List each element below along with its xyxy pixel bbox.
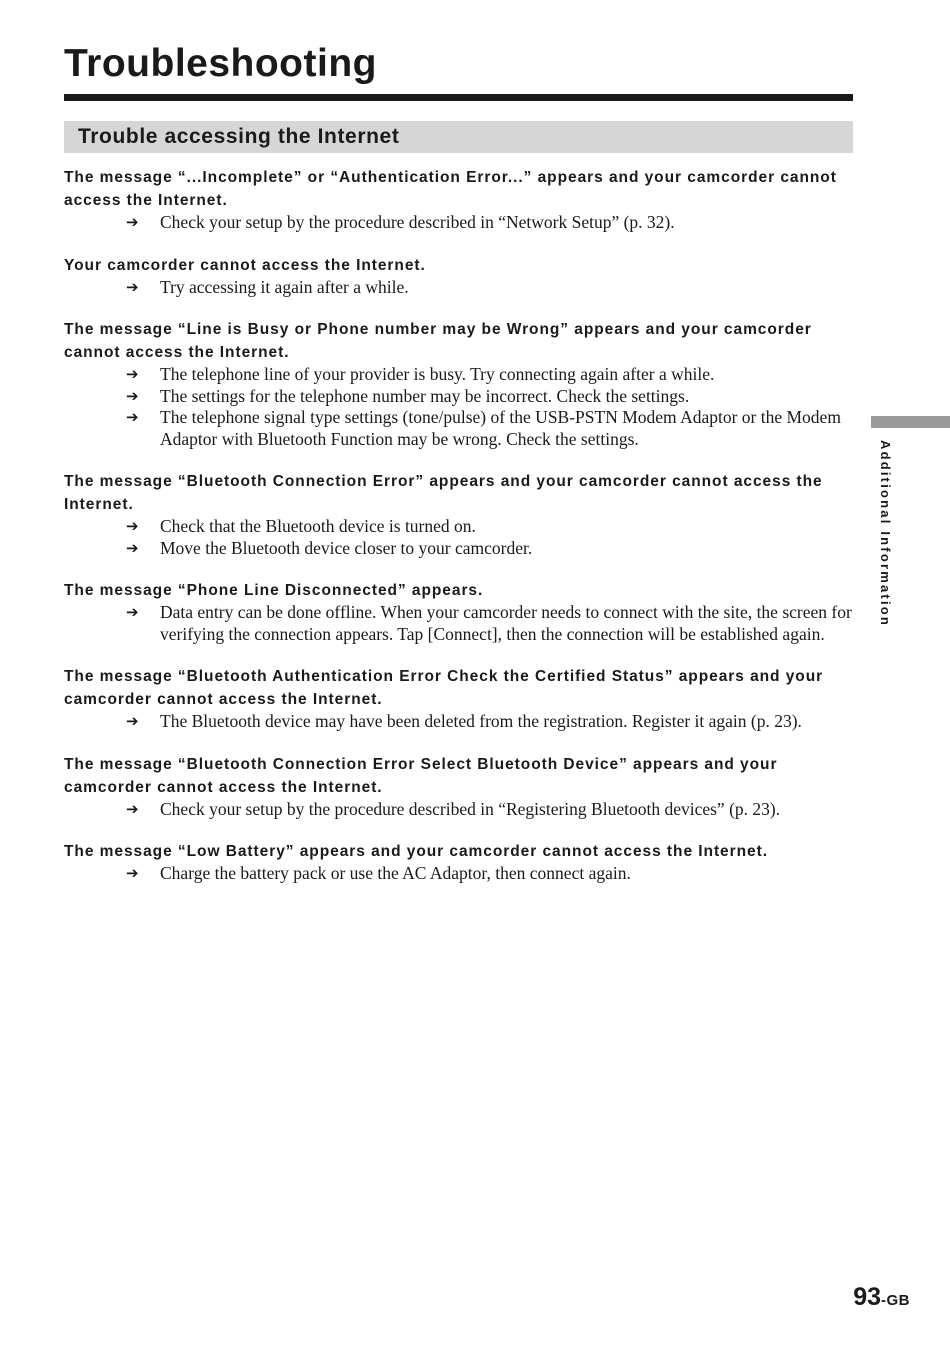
remedy-text: Check that the Bluetooth device is turned on. [160, 516, 476, 536]
remedy-item [64, 538, 853, 560]
arrow-right-icon: ➔ [126, 603, 139, 621]
remedy-item [64, 711, 853, 733]
problem-block [64, 753, 853, 821]
remedy-item [64, 277, 853, 299]
section-header-bar [64, 121, 853, 153]
problem-block [64, 254, 853, 299]
arrow-right-icon: ➔ [126, 538, 139, 557]
problem-heading: The message “Bluetooth Connection Error” appears and your camcorder cannot access the Internet. [64, 473, 823, 513]
remedy-text: Move the Bluetooth device closer to your camcorder. [160, 537, 533, 558]
remedy-item [64, 407, 853, 450]
problem-heading: The message “Bluetooth Authentication Error Check the Certified Status” appears and your camcorder cannot access the Internet. [64, 668, 824, 708]
problem-heading: Your camcorder cannot access the Internet. [64, 256, 426, 274]
side-tab-label: Additional Information [878, 440, 893, 628]
remedy-text: The telephone line of your provider is busy. Try connecting again after a while. [160, 364, 715, 384]
remedy-item [64, 799, 853, 821]
problem-block [64, 665, 853, 733]
remedy-text: The settings for the telephone number may be incorrect. Check the settings. [160, 385, 690, 406]
remedy-item [64, 364, 853, 386]
page-number [853, 1283, 910, 1312]
problem-block [64, 166, 853, 234]
remedy-item [64, 863, 853, 885]
problem-heading: The message “Line is Busy or Phone number may be Wrong” appears and your camcorder cannot access the Internet. [64, 321, 812, 361]
remedy-text: Try accessing it again after a while. [160, 276, 409, 297]
arrow-right-icon: ➔ [126, 517, 139, 535]
side-tab-marker [871, 416, 950, 428]
arrow-right-icon: ➔ [126, 712, 139, 730]
remedy-item [64, 212, 853, 234]
page-number-value: 93 [853, 1283, 881, 1311]
remedy-text: The telephone signal type settings (tone/pulse) of the USB-PSTN Modem Adaptor or the Modem Adaptor with Bluetooth Function may be wrong. Check the settings. [160, 407, 841, 449]
remedy-item [64, 602, 853, 645]
remedy-text: Data entry can be done offline. When your camcorder needs to connect with the site, the screen for verifying the connection appears. Tap [Connect], then the connection will be established again. [160, 602, 852, 644]
problem-block [64, 470, 853, 559]
title-rule [64, 94, 853, 101]
arrow-right-icon: ➔ [126, 365, 139, 383]
arrow-right-icon: ➔ [126, 864, 139, 882]
problem-heading: The message “...Incomplete” or “Authentication Error...” appears and your camcorder cannot access the Internet. [64, 169, 837, 209]
remedy-item [64, 516, 853, 538]
remedy-item [64, 386, 853, 408]
remedy-text: Check your setup by the procedure described in “Registering Bluetooth devices” (p. 23). [160, 798, 781, 819]
arrow-right-icon: ➔ [126, 277, 139, 296]
problem-block [64, 840, 853, 885]
problem-heading: The message “Phone Line Disconnected” appears. [64, 582, 484, 599]
arrow-right-icon: ➔ [126, 408, 139, 426]
remedy-text: Charge the battery pack or use the AC Adaptor, then connect again. [160, 863, 631, 883]
problem-block [64, 318, 853, 450]
problem-heading: The message “Low Battery” appears and your camcorder cannot access the Internet. [64, 843, 768, 860]
remedy-text: The Bluetooth device may have been deleted from the registration. Register it again (p. 23). [160, 711, 802, 731]
arrow-right-icon: ➔ [126, 213, 139, 231]
arrow-right-icon: ➔ [126, 386, 139, 405]
page-title: Troubleshooting [64, 42, 377, 85]
page-number-suffix: -GB [881, 1292, 910, 1309]
section-title: Trouble accessing the Internet [78, 125, 400, 148]
problem-heading: The message “Bluetooth Connection Error Select Bluetooth Device” appears and your camcorder cannot access the Internet. [64, 755, 778, 796]
problem-block [64, 579, 853, 645]
remedy-text: Check your setup by the procedure described in “Network Setup” (p. 32). [160, 212, 675, 232]
troubleshooting-list [64, 166, 853, 905]
arrow-right-icon: ➔ [126, 799, 139, 818]
